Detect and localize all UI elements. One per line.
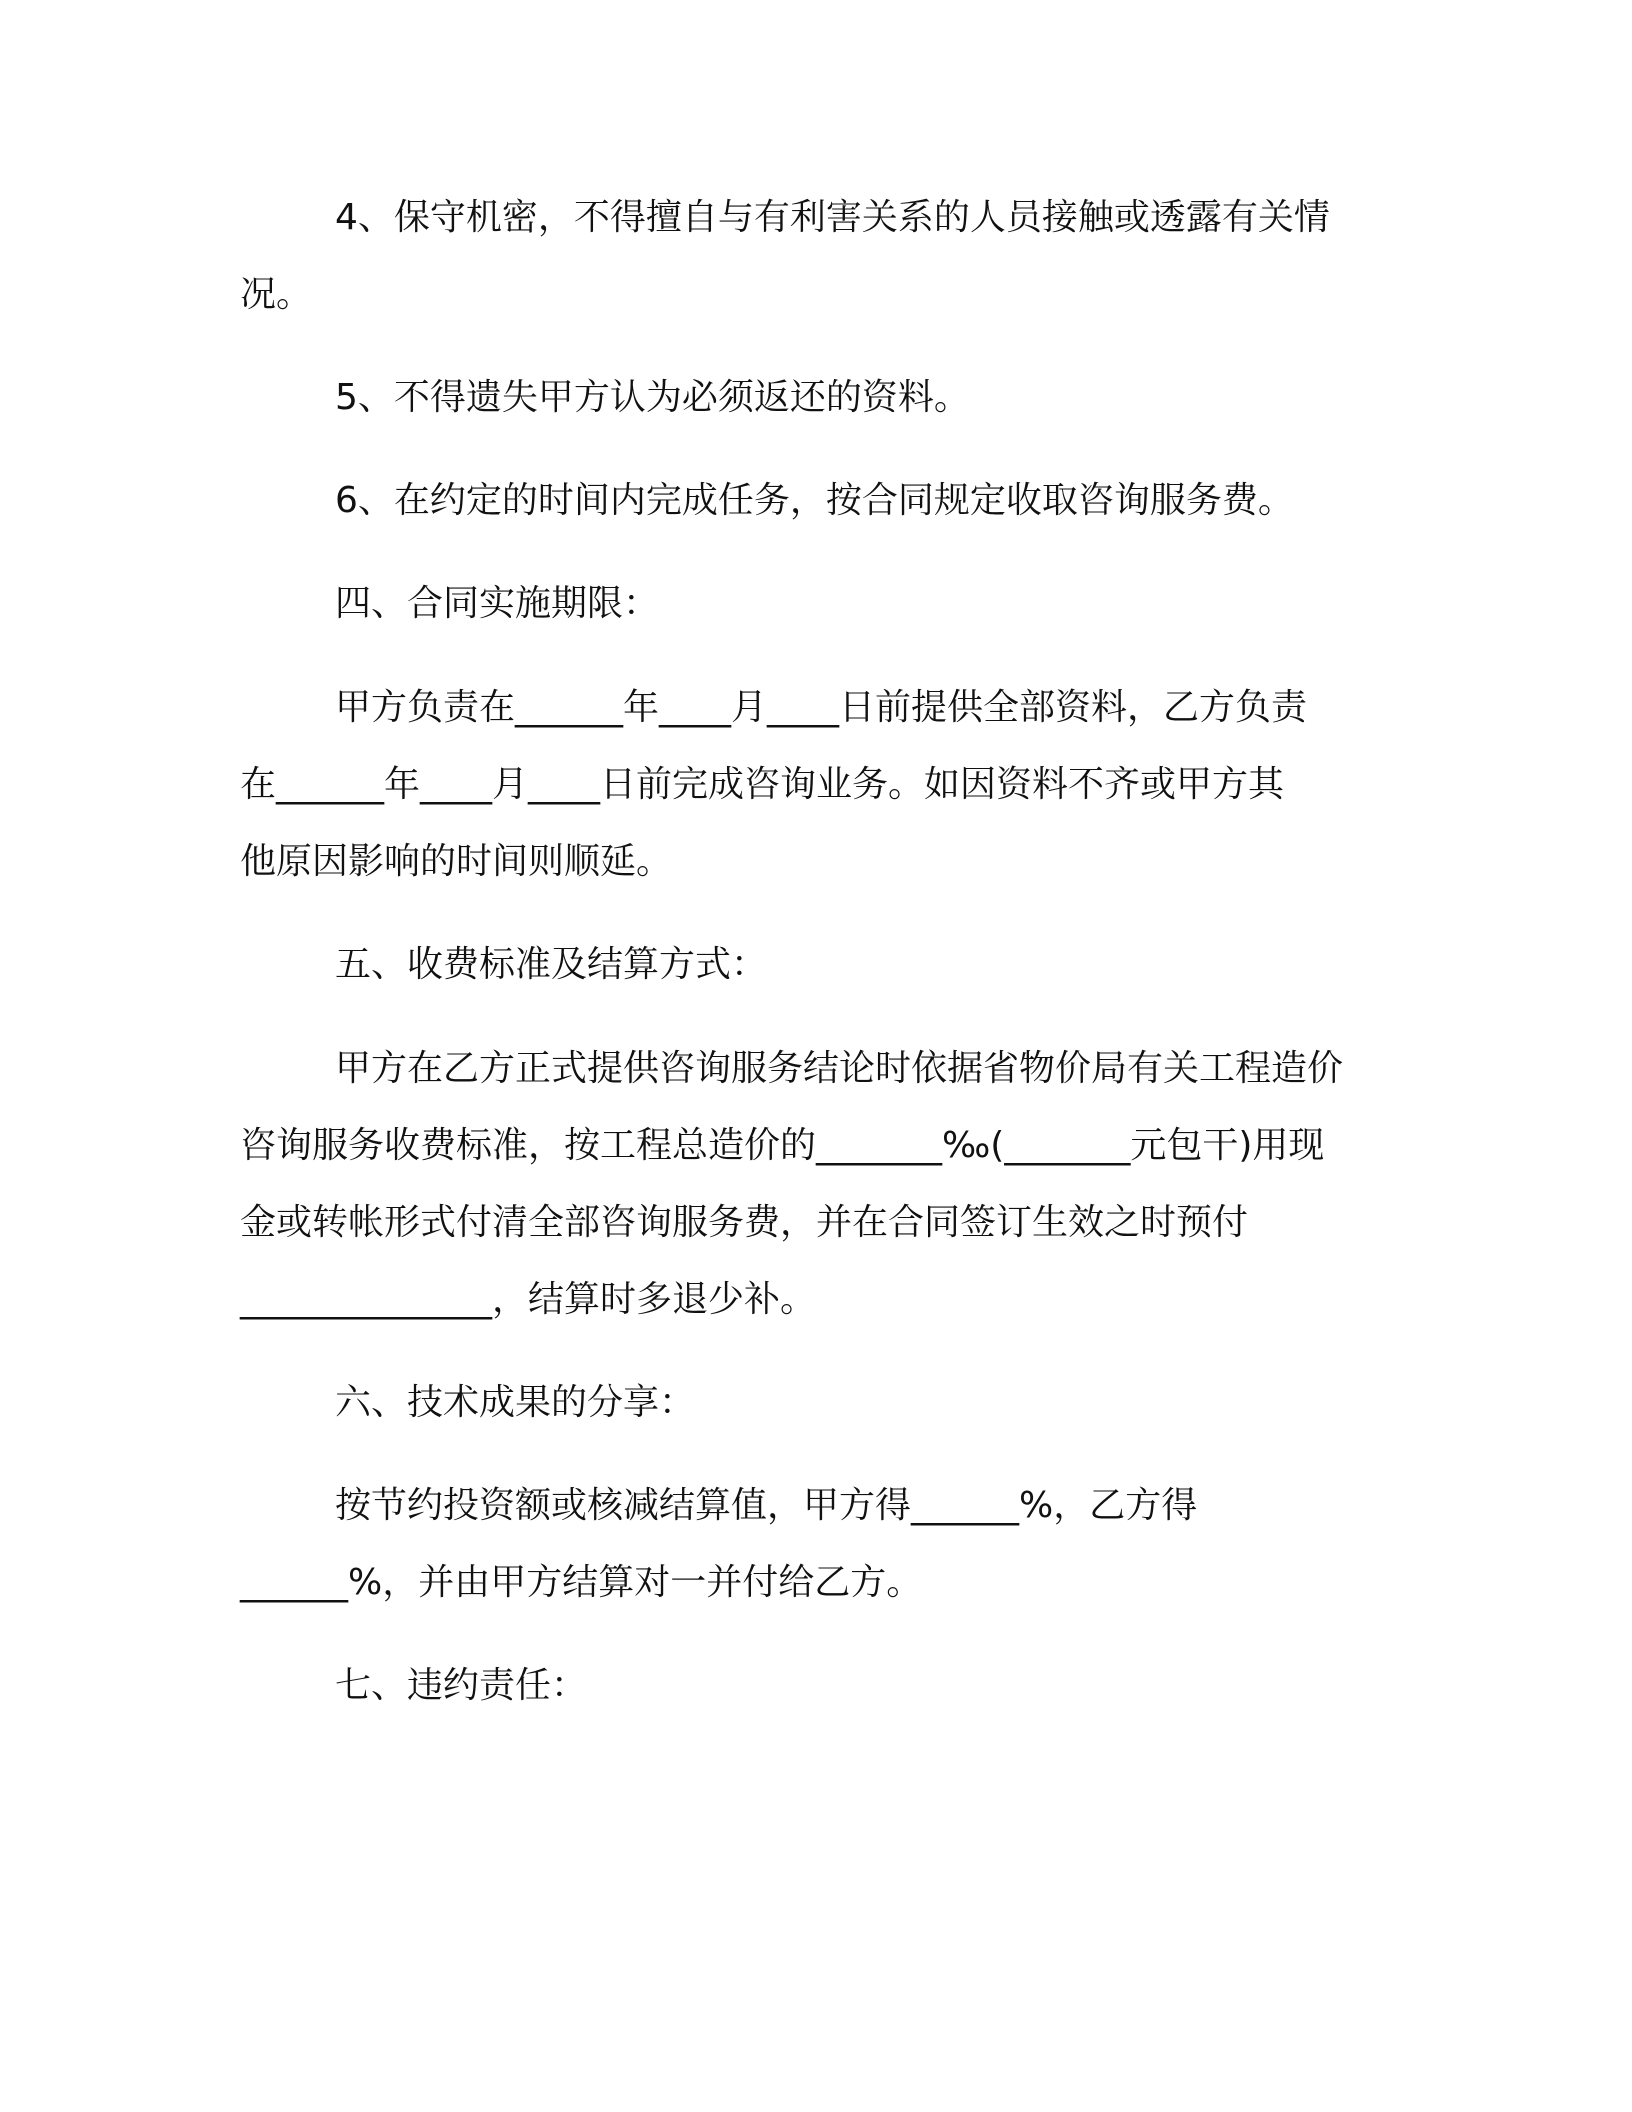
section-6-line-1: 按节约投资额或核减结算值，甲方得______%，乙方得 bbox=[335, 1485, 1198, 1526]
section-7-heading: 七、违约责任： bbox=[335, 1665, 588, 1706]
section-5-line-1: 甲方在乙方正式提供咨询服务结论时依据省物价局有关工程造价 bbox=[335, 1048, 1344, 1089]
section-5-heading: 五、收费标准及结算方式： bbox=[335, 944, 768, 985]
clause-4-line-1: 4、保守机密，不得擅自与有利害关系的人员接触或透露有关情 bbox=[335, 197, 1330, 238]
section-6-heading: 六、技术成果的分享： bbox=[335, 1382, 696, 1423]
clause-5: 5、不得遗失甲方认为必须返还的资料。 bbox=[335, 377, 970, 418]
section-4-line-3: 他原因影响的时间则顺延。 bbox=[240, 841, 673, 882]
section-5-line-4: ______________，结算时多退少补。 bbox=[240, 1279, 817, 1320]
section-4-heading: 四、合同实施期限： bbox=[335, 583, 660, 624]
section-5-line-3: 金或转帐形式付清全部咨询服务费，并在合同签订生效之时预付 bbox=[240, 1202, 1249, 1243]
section-4-line-2: 在______年____月____日前完成咨询业务。如因资料不齐或甲方其 bbox=[240, 764, 1285, 805]
section-4-line-1: 甲方负责在______年____月____日前提供全部资料，乙方负责 bbox=[335, 687, 1308, 728]
clause-6: 6、在约定的时间内完成任务，按合同规定收取咨询服务费。 bbox=[335, 480, 1294, 521]
clause-4-line-2: 况。 bbox=[240, 274, 313, 315]
section-6-line-2: ______%，并由甲方结算对一并付给乙方。 bbox=[240, 1562, 923, 1603]
section-5-line-2: 咨询服务收费标准，按工程总造价的_______‰(_______元包干)用现 bbox=[240, 1125, 1325, 1166]
